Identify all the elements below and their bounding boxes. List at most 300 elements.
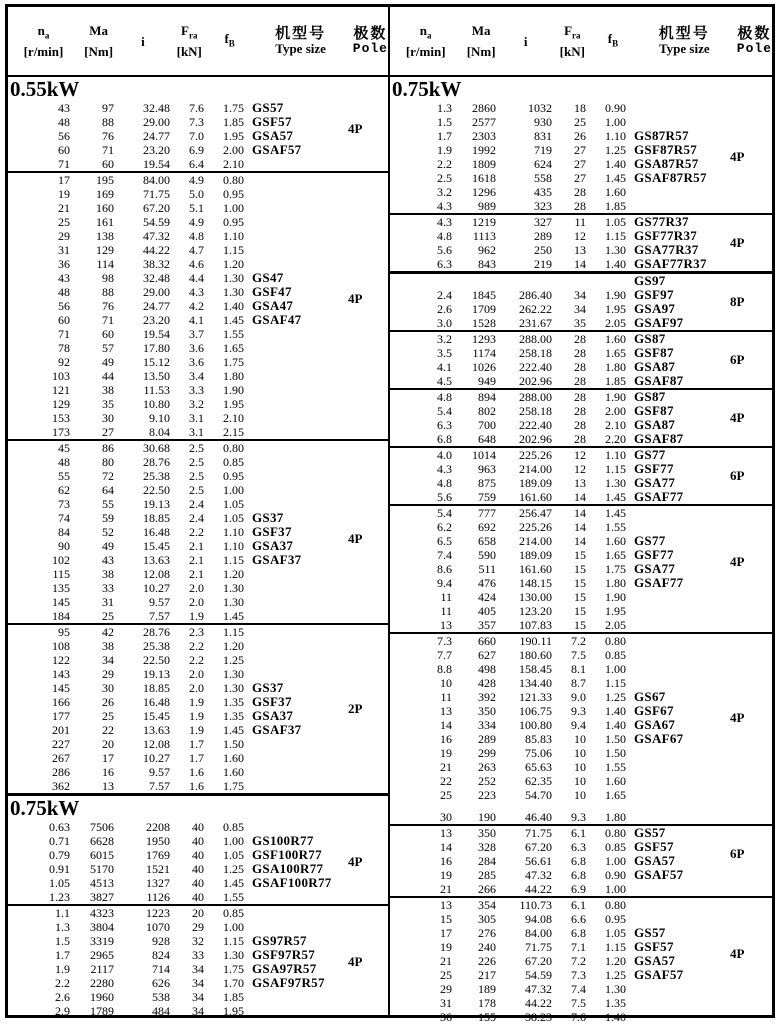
left-column-body (8, 77, 388, 1018)
cell-fra: 2.4 (189, 511, 204, 525)
model-name: GS57 (634, 925, 666, 940)
cell-na: 71 (58, 327, 70, 341)
table-row (8, 639, 388, 653)
cell-ma: 114 (96, 257, 114, 271)
cell-fra: 28 (574, 404, 586, 418)
pole-count: 4P (348, 954, 363, 969)
model-labels (634, 690, 683, 746)
cell-na: 48 (58, 285, 70, 299)
cell-i: 11.53 (143, 383, 170, 397)
spec-block (390, 824, 772, 896)
cell-fb: 0.95 (223, 215, 244, 229)
model-name: GSAF87 (634, 431, 684, 446)
cell-i: 222.40 (519, 418, 552, 432)
cell-fra: 28 (574, 199, 586, 213)
cell-i: 15.12 (143, 355, 170, 369)
model-name: GSA37 (252, 708, 294, 723)
header-pole (353, 26, 388, 56)
pole-count: 4P (348, 121, 363, 136)
cell-i: 538 (152, 990, 170, 1004)
table-row (8, 355, 388, 369)
table-row (8, 765, 388, 779)
cell-i: 9.57 (149, 595, 170, 609)
cell-na: 7.7 (437, 648, 452, 662)
cell-i: 190.11 (519, 634, 552, 648)
cell-fra: 7.5 (571, 996, 586, 1010)
table-row (390, 404, 772, 418)
cell-ma: 2965 (90, 948, 114, 962)
cell-fra: 1.6 (189, 765, 204, 779)
cell-na: 21 (440, 760, 452, 774)
cell-na: 4.3 (437, 199, 452, 213)
cell-na: 6.3 (437, 257, 452, 271)
cell-na: 36 (58, 257, 70, 271)
cell-ma: 226 (478, 954, 496, 968)
cell-fra: 3.2 (189, 397, 204, 411)
table-row (390, 199, 772, 213)
cell-fra: 28 (574, 374, 586, 388)
table-row (390, 926, 772, 940)
cell-fb: 1.00 (605, 662, 626, 676)
cell-na: 29 (440, 982, 452, 996)
table-row (390, 157, 772, 171)
table-row (390, 968, 772, 982)
cell-na: 3.2 (437, 332, 452, 346)
cell-ma: 160 (96, 201, 114, 215)
cell-i: 288.00 (519, 390, 552, 404)
cell-na: 31 (58, 243, 70, 257)
cell-na: 166 (52, 695, 70, 709)
table-row (390, 229, 772, 243)
cell-fb: 1.45 (223, 313, 244, 327)
table-row (8, 257, 388, 271)
cell-fb: 1.30 (605, 476, 626, 490)
cell-na: 56 (58, 129, 70, 143)
cell-fb: 1.35 (223, 695, 244, 709)
right-column-body (390, 77, 772, 1024)
cell-i: 558 (534, 171, 552, 185)
cell-fra: 28 (574, 346, 586, 360)
cell-ma: 428 (478, 676, 496, 690)
cell-fra: 8.1 (571, 662, 586, 676)
cell-na: 4.1 (437, 360, 452, 374)
table-row (390, 982, 772, 996)
table-row (390, 548, 772, 562)
cell-fb: 1.25 (605, 690, 626, 704)
header-fra (551, 23, 595, 59)
cell-ma: 590 (478, 548, 496, 562)
model-name: GSAF47 (252, 312, 302, 327)
cell-i: 25.38 (143, 639, 170, 653)
header-fb-symbol: $f_B$ (607, 30, 619, 49)
cell-fb: 1.30 (605, 243, 626, 257)
cell-fra: 14 (574, 520, 586, 534)
cell-fb: 1.45 (605, 490, 626, 504)
cell-i: 1327 (146, 876, 170, 890)
spec-block (8, 820, 388, 904)
cell-i: 288.00 (519, 332, 552, 346)
cell-fra: 3.1 (189, 411, 204, 425)
cell-ma (452, 274, 496, 288)
cell-i: 19.54 (143, 327, 170, 341)
cell-fra: 13 (574, 243, 586, 257)
cell-na: 62 (58, 483, 70, 497)
cell-na: 145 (52, 595, 70, 609)
cell-ma: 627 (478, 648, 496, 662)
cell-fra: 6.8 (571, 854, 586, 868)
model-name: GSAF57 (634, 867, 684, 882)
cell-ma: 4513 (90, 876, 114, 890)
table-row (390, 215, 772, 229)
cell-fb: 1.75 (223, 779, 244, 793)
cell-fra: 27 (574, 171, 586, 185)
cell-i: 624 (534, 157, 552, 171)
table-row (8, 173, 388, 187)
cell-fra: 6.1 (571, 826, 586, 840)
model-name: GSA47 (252, 298, 294, 313)
cell-ma: 3804 (90, 920, 114, 934)
cell-fra: 1.9 (189, 609, 204, 623)
pole-count: 6P (730, 846, 745, 861)
cell-na: 29 (58, 229, 70, 243)
cell-fb: 1.20 (223, 639, 244, 653)
pole-count: 2P (348, 701, 363, 716)
cell-fra: 28 (574, 432, 586, 446)
table-row (390, 732, 772, 746)
header-ma-symbol: Ma (471, 23, 491, 39)
header-na-symbol: $n_a$ (37, 23, 50, 41)
cell-fra (552, 274, 586, 288)
model-name: GS97R57 (252, 933, 307, 948)
cell-na: 19 (440, 868, 452, 882)
cell-fb: 1.15 (223, 553, 244, 567)
cell-na: 19 (440, 746, 452, 760)
cell-ma: 305 (478, 912, 496, 926)
spec-block (390, 446, 772, 504)
cell-fb: 1.05 (223, 497, 244, 511)
cell-ma: 49 (102, 539, 114, 553)
cell-fra: 34 (192, 990, 204, 1004)
cell-ma: 129 (96, 243, 114, 257)
table-row (390, 1010, 772, 1024)
table-row (390, 534, 772, 548)
table-row (390, 604, 772, 618)
model-name: GSAF77 (634, 489, 684, 504)
table-row (390, 390, 772, 404)
table-row (390, 940, 772, 954)
cell-ma: 284 (478, 854, 496, 868)
cell-fb: 0.85 (223, 820, 244, 834)
cell-na: 173 (52, 425, 70, 439)
header-pole-cn: 极数 (737, 25, 772, 42)
cell-na: 5.4 (437, 506, 452, 520)
cell-ma: 88 (102, 285, 114, 299)
header-ma-symbol: Ma (89, 23, 109, 39)
cell-na: 4.8 (437, 390, 452, 404)
model-name: GS87R57 (634, 128, 689, 143)
cell-ma: 658 (478, 534, 496, 548)
table-row (390, 462, 772, 476)
table-row (390, 882, 772, 896)
cell-fb: 1.25 (605, 968, 626, 982)
cell-ma: 328 (478, 840, 496, 854)
header-i-symbol: i (141, 33, 145, 49)
cell-fb: 1.45 (223, 876, 244, 890)
cell-na: 16 (440, 732, 452, 746)
model-name: GS37 (252, 680, 284, 695)
cell-fra: 5.1 (189, 201, 204, 215)
cell-fra: 28 (574, 360, 586, 374)
header-fra-unit: [kN] (176, 43, 202, 59)
cell-fra: 3.1 (189, 425, 204, 439)
cell-i: 28.76 (143, 455, 170, 469)
table-row (8, 1004, 388, 1018)
cell-fra: 4.4 (189, 271, 204, 285)
cell-fb: 1.15 (605, 462, 626, 476)
cell-fra: 2.0 (189, 581, 204, 595)
cell-ma: 1113 (472, 229, 496, 243)
cell-fra: 7.0 (189, 129, 204, 143)
cell-fra: 7.2 (571, 634, 586, 648)
cell-fb: 2.00 (223, 143, 244, 157)
cell-fb: 1.40 (605, 1010, 626, 1024)
cell-na: 108 (52, 639, 70, 653)
section-title: 0.75kW (10, 796, 80, 820)
cell-i: 44.22 (525, 996, 552, 1010)
spec-block (390, 632, 772, 824)
cell-fra: 10 (574, 732, 586, 746)
cell-fra: 40 (192, 820, 204, 834)
cell-ma: 252 (478, 774, 496, 788)
cell-fra: 15 (574, 618, 586, 632)
table-row (390, 648, 772, 662)
cell-i: 23.20 (143, 143, 170, 157)
model-name: GS100R77 (252, 833, 314, 848)
cell-ma: 76 (102, 299, 114, 313)
cell-na: 122 (52, 653, 70, 667)
table-row (8, 129, 388, 143)
spec-block (390, 271, 772, 330)
cell-fb: 0.80 (605, 898, 626, 912)
cell-ma: 1992 (472, 143, 496, 157)
row-gap (390, 802, 772, 810)
cell-ma: 777 (478, 506, 496, 520)
table-row (390, 662, 772, 676)
cell-i: 106.75 (519, 704, 552, 718)
cell-fra: 10 (574, 788, 586, 802)
cell-ma: 60 (102, 327, 114, 341)
cell-fra: 1.9 (189, 709, 204, 723)
cell-i: 32.48 (143, 271, 170, 285)
cell-ma: 700 (478, 418, 496, 432)
cell-na: 0.63 (49, 820, 70, 834)
cell-ma: 71 (102, 143, 114, 157)
cell-i: 13.63 (143, 553, 170, 567)
table-row (390, 332, 772, 346)
cell-fra: 28 (574, 332, 586, 346)
cell-fra: 4.9 (189, 173, 204, 187)
model-name: GSF97 (634, 287, 674, 302)
cell-i: 84.00 (143, 173, 170, 187)
table-row (390, 520, 772, 534)
cell-fb: 1.20 (605, 954, 626, 968)
cell-fra: 12 (574, 229, 586, 243)
cell-i: 28.76 (143, 625, 170, 639)
cell-ma: 350 (478, 704, 496, 718)
cell-ma: 424 (478, 590, 496, 604)
table-row (390, 746, 772, 760)
cell-ma: 843 (478, 257, 496, 271)
header-pole-cn: 极数 (353, 25, 388, 42)
cell-fb: 1.60 (223, 751, 244, 765)
cell-ma: 1296 (472, 185, 496, 199)
header-ma (79, 23, 118, 59)
cell-na: 4.3 (437, 215, 452, 229)
cell-fb: 1.75 (223, 355, 244, 369)
cell-fra: 15 (574, 604, 586, 618)
cell-i: 10.27 (143, 581, 170, 595)
cell-i: 289 (534, 229, 552, 243)
cell-i: 1070 (146, 920, 170, 934)
table-row (8, 581, 388, 595)
cell-fb: 1.10 (605, 129, 626, 143)
cell-fb: 0.80 (223, 173, 244, 187)
model-name: GSAF97 (634, 315, 684, 330)
header-i (501, 34, 551, 49)
table-row (390, 826, 772, 840)
header-pole (737, 26, 772, 56)
cell-fra: 9.3 (571, 704, 586, 718)
cell-i (496, 274, 552, 288)
table-row (8, 425, 388, 439)
table-row (390, 810, 772, 824)
model-name: GS67 (634, 689, 666, 704)
model-name: GS77 (634, 447, 666, 462)
model-name: GSAF57 (634, 967, 684, 982)
cell-i: 25.38 (143, 469, 170, 483)
model-labels (634, 390, 683, 446)
table-row (390, 288, 772, 302)
cell-fb: 0.85 (605, 648, 626, 662)
cell-fb: 1.85 (605, 199, 626, 213)
cell-na: 2.2 (437, 157, 452, 171)
cell-ma: 42 (102, 625, 114, 639)
cell-ma: 26 (102, 695, 114, 709)
cell-fb: 1.50 (605, 732, 626, 746)
cell-ma: 17 (102, 751, 114, 765)
cell-na: 8.8 (437, 662, 452, 676)
cell-fra: 6.4 (189, 157, 204, 171)
cell-na: 1.3 (437, 101, 452, 115)
cell-ma: 190 (478, 810, 496, 824)
cell-i: 44.22 (143, 243, 170, 257)
cell-na: 2.6 (437, 302, 452, 316)
cell-fb: 2.00 (605, 404, 626, 418)
cell-fra: 2.5 (189, 469, 204, 483)
cell-fb: 2.10 (223, 411, 244, 425)
table-header-right (390, 7, 772, 77)
cell-i: 214.00 (519, 534, 552, 548)
cell-na: 60 (58, 313, 70, 327)
cell-na: 7.4 (437, 548, 452, 562)
cell-fb: 1.10 (223, 229, 244, 243)
table-row (8, 595, 388, 609)
table-row (8, 285, 388, 299)
cell-ma: 1618 (472, 171, 496, 185)
spec-block (8, 904, 388, 1018)
cell-fb: 1.15 (223, 625, 244, 639)
cell-i: 38.32 (143, 257, 170, 271)
table-row (8, 990, 388, 1004)
cell-fb: 1.20 (223, 567, 244, 581)
cell-fra: 1.9 (189, 723, 204, 737)
cell-fb: 1.55 (605, 760, 626, 774)
table-row (8, 497, 388, 511)
cell-i: 1126 (146, 890, 170, 904)
cell-i: 12.08 (143, 737, 170, 751)
cell-ma: 357 (478, 618, 496, 632)
cell-fb: 1.40 (605, 718, 626, 732)
cell-i: 19.13 (143, 667, 170, 681)
cell-na: 19 (440, 940, 452, 954)
model-name: GSF87R57 (634, 142, 698, 157)
spec-block (390, 330, 772, 388)
cell-fra: 15 (574, 548, 586, 562)
cell-fra: 3.7 (189, 327, 204, 341)
cell-fb: 1.45 (223, 609, 244, 623)
cell-fb: 1.80 (605, 576, 626, 590)
cell-fb: 1.95 (223, 1004, 244, 1018)
cell-fra: 14 (574, 490, 586, 504)
cell-fra: 3.4 (189, 369, 204, 383)
table-row (390, 868, 772, 882)
cell-fra: 28 (574, 185, 586, 199)
cell-na: 286 (52, 765, 70, 779)
cell-fra: 4.8 (189, 229, 204, 243)
cell-i: 123.20 (519, 604, 552, 618)
model-labels (634, 332, 683, 388)
cell-ma: 392 (478, 690, 496, 704)
cell-fra: 28 (574, 418, 586, 432)
cell-i: 30.68 (143, 441, 170, 455)
cell-ma: 16 (102, 765, 114, 779)
cell-i: 32.48 (143, 101, 170, 115)
cell-fb: 1.75 (605, 562, 626, 576)
table-row (8, 553, 388, 567)
cell-fra: 34 (192, 976, 204, 990)
cell-ma: 648 (478, 432, 496, 446)
cell-i: 56.61 (525, 854, 552, 868)
cell-i: 214.00 (519, 462, 552, 476)
cell-fb: 0.95 (223, 469, 244, 483)
cell-ma: 217 (478, 968, 496, 982)
cell-i: 1032 (528, 101, 552, 115)
cell-i: 435 (534, 185, 552, 199)
cell-fb: 1.00 (223, 483, 244, 497)
cell-na: 0.79 (49, 848, 70, 862)
model-name: GSAF77 (634, 575, 684, 590)
model-name: GSF77 (634, 547, 674, 562)
cell-fb: 1.85 (223, 990, 244, 1004)
cell-na: 22 (440, 774, 452, 788)
model-labels (252, 834, 332, 890)
cell-fb: 0.85 (605, 840, 626, 854)
cell-ma: 22 (102, 723, 114, 737)
table-row (390, 718, 772, 732)
cell-fra: 4.6 (189, 257, 204, 271)
cell-fra: 2.1 (189, 553, 204, 567)
cell-fra: 10 (574, 760, 586, 774)
